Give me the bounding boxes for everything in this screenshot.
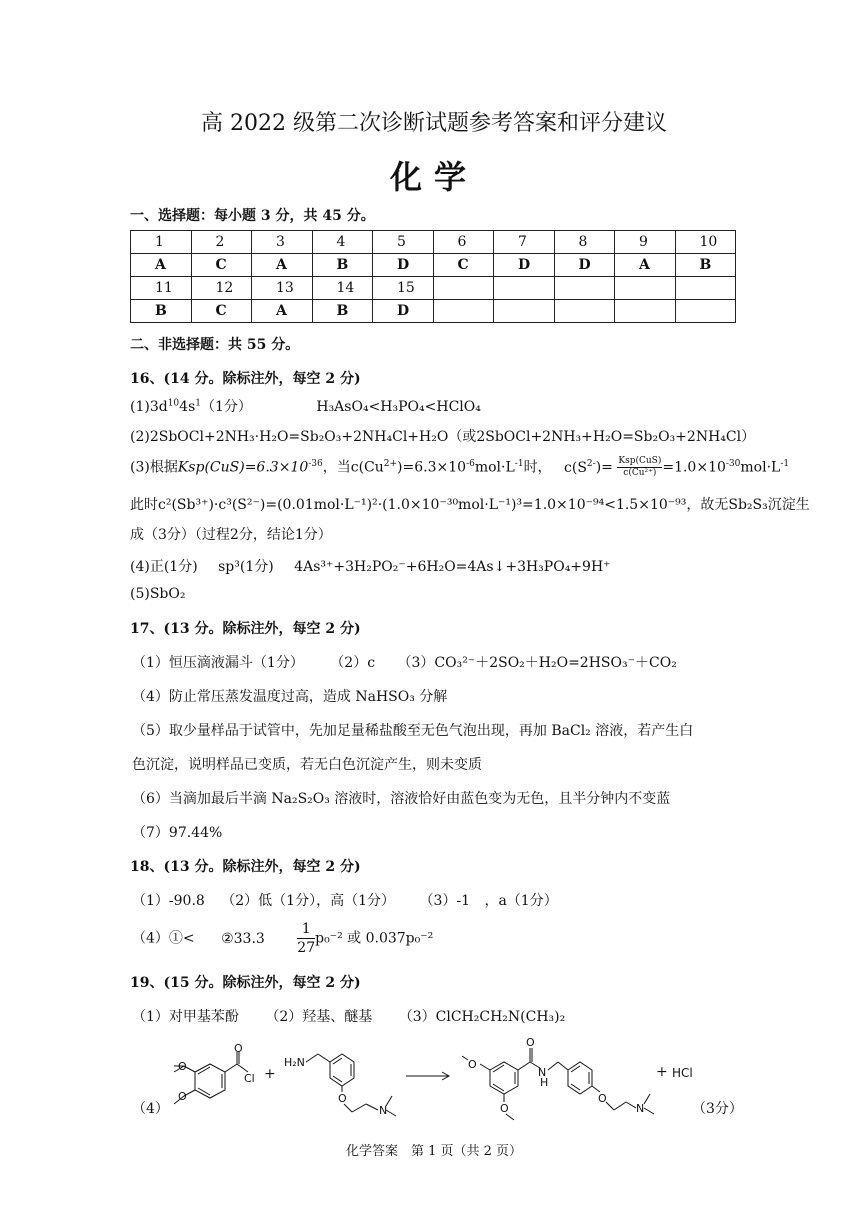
q17-line1: （1）恒压滴液漏斗（1分） （2）c （3）CO₃²⁻＋2SO₂＋H₂O=2HSO₃⁻＋CO₂ [132,655,677,671]
amide-h-label: H [540,1076,549,1089]
q17-line3: （5）取少量样品于试管中，先加足量稀盐酸至无色气泡出现，再加 BaCl₂ 溶液，若产生白 [132,723,694,739]
q16-line3: (3)根据$Ksp(CuS)=6.3\times 10^{-36}$，当$c(Cu^{2+})=6.3\times 10^{-6}mol\cdot L^{-1}$时， $c(S^{2-})=$ $\frac{\text{Ksp(CuS)}}{\text{c(Cu²⁺)}}$ $=1.0\times 10^{-30}mol\cdot L^{-1}$ [130,456,790,478]
acyl-chloride-structure [160,1044,260,1124]
product-structure [460,1028,660,1128]
q19-part4-label: （4） [132,1101,169,1117]
svg-text:N: N [636,1102,645,1115]
q18-line2: （4）①< ②33.3 $\frac{1}{27}p_0^{-2}$ 或 0.037p₀⁻² [132,921,434,956]
q17-line5: （6）当滴加最后半滴 Na₂S₂O₃ 溶液时，溶液恰好由蓝色变为无色，且半分钟内不变蓝 [132,791,671,807]
plus-sign-1: + [264,1066,276,1082]
q16-line2: (2)2SbOCl+2NH₃·H₂O=Sb₂O₃+2NH₄Cl+H₂O（或2SbOCl+2NH₃+H₂O=Sb₂O₃+2NH₄Cl） [130,429,756,445]
q16-line1: $(1)3d^{10}4s^1(1$分） H₃AsO₄<H₃PO₄<HClO₄ [130,398,481,415]
q16-heading: 16、(14 分。除标注外，每空 2 分) [130,371,361,387]
q17-line2: （4）防止常压蒸发温度过高，造成 NaHSO₃ 分解 [132,689,448,705]
plus-sign-2: + [656,1064,668,1080]
amine-structure [282,1040,422,1120]
q19-heading: 19、(15 分。除标注外，每空 2 分) [130,975,361,991]
q16-line5: 成（3分）（过程2分，结论1分） [130,527,332,543]
q16-line4: 此时c²(Sb³⁺)·c³(S²⁻)=(0.01mol·L⁻¹)²·(1.0×10⁻³⁰mol·L⁻¹)³=1.0×10⁻⁹⁴<1.5×10⁻⁹³，故无Sb₂S₃沉淀生 [130,497,810,513]
table-row: B C A B D [131,300,736,323]
table-row: A C A B D C D D A B [131,254,736,277]
hcl-label: HCl [672,1066,693,1080]
reaction-arrow-icon [404,1070,454,1082]
page-footer: 化学答案 第 1 页（共 2 页） [345,1144,523,1159]
q18-heading: 18、(13 分。除标注外，每空 2 分) [130,859,361,875]
q18-line1: （1）-90.8 （2）低（1分），高（1分） （3）-1 ，a（1分） [132,893,558,909]
q19-part4-score: （3分） [692,1101,743,1117]
table-row: 11 12 13 14 15 [131,277,736,300]
q17-line4: 色沉淀，说明样品已变质，若无白色沉淀产生，则未变质 [132,757,482,773]
svg-text:N: N [538,1066,547,1079]
subject-title: 化学 [389,158,478,196]
svg-text:O: O [338,1092,347,1105]
part1-heading: 一、选择题：每小题 3 分，共 45 分。 [130,208,375,224]
q17-heading: 17、(13 分。除标注外，每空 2 分) [130,621,361,637]
ksp-fraction: $\frac{\text{Ksp(CuS)}}{\text{c(Cu²⁺)}}$ [618,456,662,478]
svg-text:O: O [526,1036,535,1049]
part2-heading: 二、非选择题：共 55 分。 [130,337,300,353]
page-title: 高 2022 级第二次诊断试题参考答案和评分建议 [201,111,667,136]
svg-text:O: O [500,1102,509,1115]
q16-line7: (5)SbO₂ [130,586,186,602]
svg-text:O: O [234,1044,243,1055]
svg-text:O: O [468,1058,477,1071]
one-27th-fraction: $\frac{1}{27}$ [297,921,316,956]
amine-nh2-label: H₂N [284,1056,305,1069]
table-row: 1 2 3 4 5 6 7 8 9 10 [131,231,736,254]
svg-text:O: O [598,1092,607,1105]
q19-line1: （1）对甲基苯酚 （2）羟基、醚基 （3）ClCH₂CH₂N(CH₃)₂ [132,1009,566,1025]
svg-text:O: O [178,1090,187,1103]
svg-text:N: N [379,1104,388,1117]
chlorine-label: Cl [244,1072,255,1085]
q16-line6: (4)正(1分) sp³(1分) 4As³⁺+3H₂PO₂⁻+6H₂O=4As↓+3H₃PO₄+9H⁺ [130,559,611,575]
svg-text:O: O [178,1060,187,1073]
answer-table [130,230,736,323]
q17-line6: （7）97.44% [132,825,223,841]
